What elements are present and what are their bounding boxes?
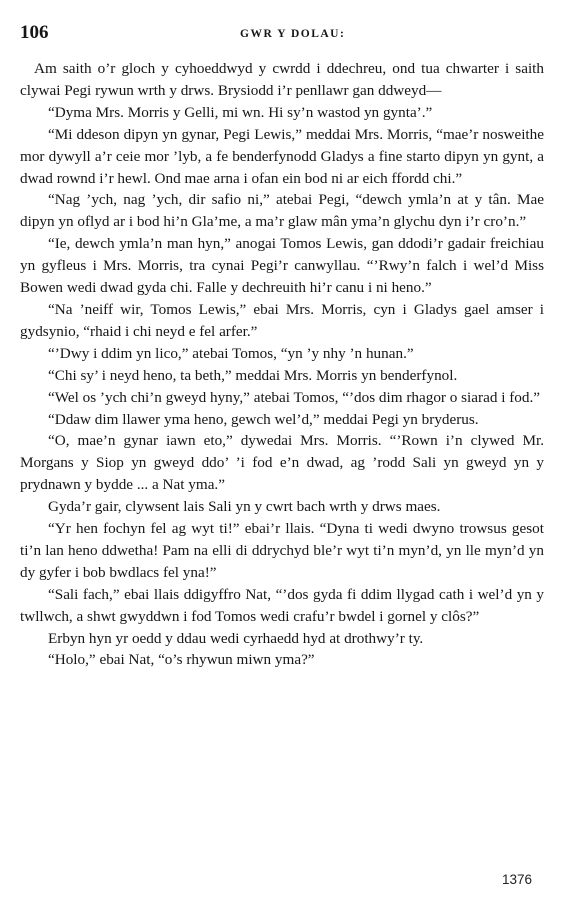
paragraph: Erbyn hyn yr oedd y ddau wedi cyrhaedd hyd at drothwy’r ty. [48,629,424,647]
paragraph: “Na ’neiff wir, Tomos Lewis,” ebai Mrs. Morris, cyn i Gladys gael amser i gydsynio, “rhaid i chi neyd e fel arfer.” [20,300,544,340]
paragraph: Gyda’r gair, clywsent lais Sali yn y cwrt bach wrth y drws maes. [48,498,441,516]
paragraph: “Mi ddeson dipyn yn gynar, Pegi Lewis,” meddai Mrs. Morris, “mae’r nosweithe mor dywyll a’r ceie mor ’lyb, a fe benderfynodd Gladys a fine starto dipyn yn gynt, a dwad rownd i’r hewl. Ond mae arna i ofan ein bod ni ar eich ffordd chi.” [20,125,544,187]
paragraph: “Nag ’ych, nag ’ych, dir safio ni,” atebai Pegi, “dewch ymla’n at y tân. Mae dipyn yn oflyd ar i bod hi’n Gla’me, a ma’r glaw mân yma’n glychu dyn i’r cro’n.” [20,191,544,231]
paragraph: “Sali fach,” ebai llais ddigyffro Nat, “’dos gyda fi ddim llygad cath i wel’d yn y twllwch, a shwt gwyddwn i fod Tomos wedi crafu’r bwdel i gornel y clôs?” [20,585,544,625]
running-title: GWR Y DOLAU: [240,28,346,40]
paragraph: “Wel os ’ych chi’n gweyd hyny,” atebai Tomos, “’dos dim rhagor o siarad i fod.” [48,388,541,406]
body-text [20,58,544,671]
paragraph: “Chi sy’ i neyd heno, ta beth,” meddai Mrs. Morris yn benderfynol. [48,366,458,384]
paragraph: “Yr hen fochyn fel ag wyt ti!” ebai’r llais. “Dyna ti wedi dwyno trowsus gesot ti’n lan heno ddwetha! Pam na elli di ddrychyd ble’r wyt ti’n myn’d, yn lle myn’d yn dy gyfer i bob bwdlacs fel yna!” [20,520,544,581]
paragraph: “Ie, dewch ymla’n man hyn,” anogai Tomos Lewis, gan ddodi’r gadair freichiau yn gyfleus i Mrs. Morris, tra cynai Pegi’r canwyllau. “’Rwy’n falch i wel’d Miss Bowen wedi dwad gyda chi. Falle y dechreuith hi’r canu i ni heno.” [20,235,544,297]
page-number: 106 [20,22,49,43]
paragraph: “Ddaw dim llawer yma heno, gewch wel’d,” meddai Pegi yn bryderus. [48,410,479,428]
paragraph: Am saith o’r gloch y cyhoeddwyd y cwrdd i ddechreu, ond tua chwarter i saith clywai Pegi rywun wrth y drws. Brysiodd i’r penllawr gan ddweyd— [20,60,544,99]
paragraph: “O, mae’n gynar iawn eto,” dywedai Mrs. Morris. “’Rown i’n clywed Mr. Morgans y Siop yn gweyd ddo’ ’i fod e’n dwad, ag ’rodd Sali yn gweyd yn y prydnawn y bydde ... a Nat yma.” [20,432,544,494]
paragraph: “Dyma Mrs. Morris y Gelli, mi wn. Hi sy’n wastod yn gynta’.” [48,103,433,121]
paragraph: “’Dwy i ddim yn lico,” atebai Tomos, “yn ’y nhy ’n hunan.” [48,344,414,362]
paragraph: “Holo,” ebai Nat, “o’s rhywun miwn yma?” [48,651,315,669]
signature-number: 1376 [502,872,533,887]
page-header [20,22,540,46]
